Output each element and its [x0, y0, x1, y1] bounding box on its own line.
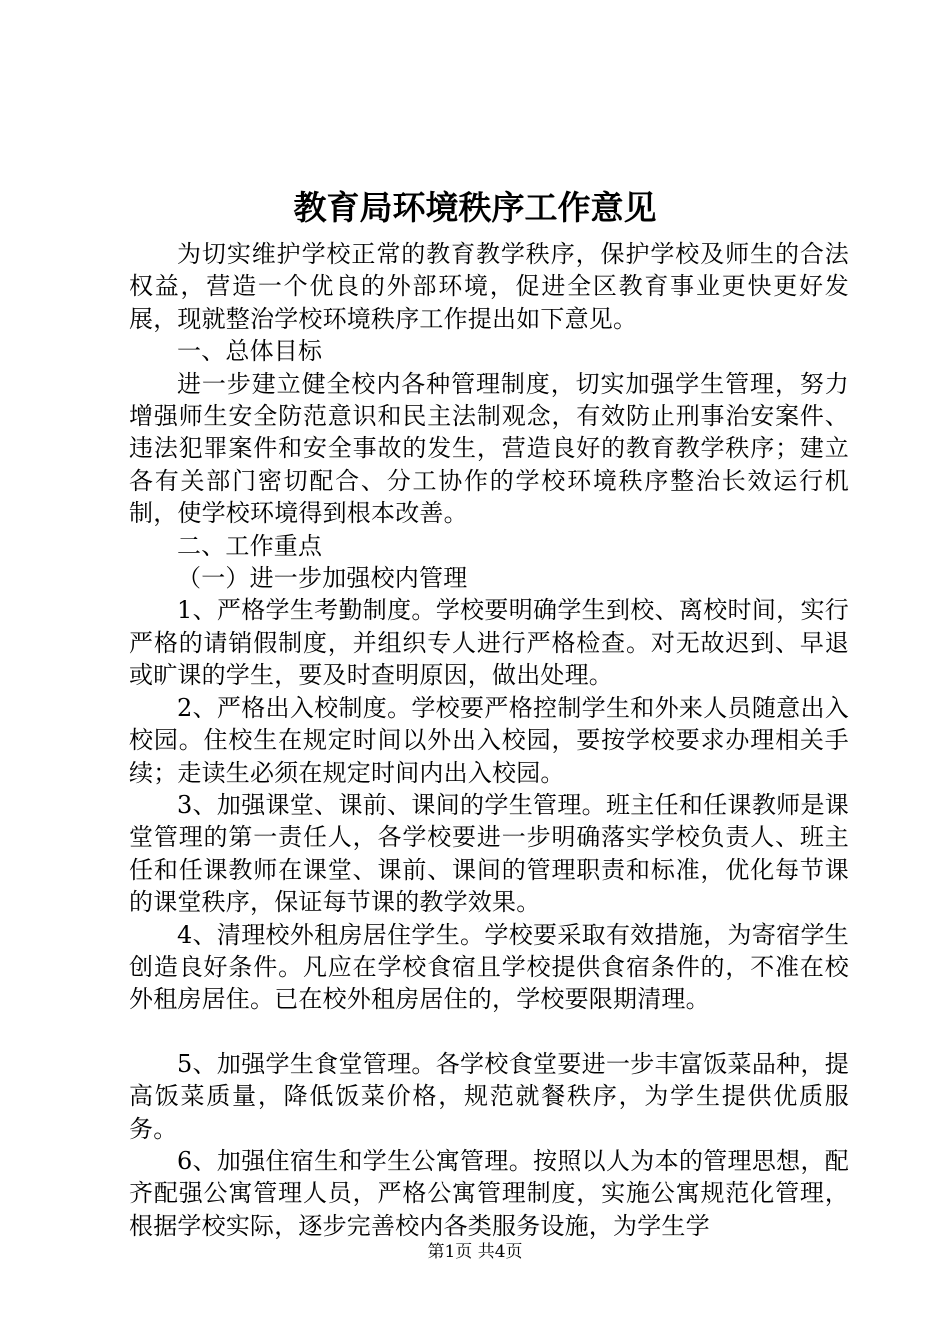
document-body	[129, 238, 849, 1242]
paragraph-intro: 为切实维护学校正常的教育教学秩序，保护学校及师生的合法权益，营造一个优良的外部环境，促进全区教育事业更快更好发展，现就整治学校环境秩序工作提出如下意见。	[129, 240, 849, 333]
paragraph-item-1: 1、严格学生考勤制度。学校要明确学生到校、离校时间，实行严格的请销假制度，并组织专人进行严格检查。对无故迟到、早退或旷课的学生，要及时查明原因，做出处理。	[129, 596, 849, 690]
paragraph-item-3: 3、加强课堂、课前、课间的学生管理。班主任和任课教师是课堂管理的第一责任人，各学校要进一步明确落实学校负责人、班主任和任课教师在课堂、课前、课间的管理职责和标准，优化每节课的课堂秩序，保证每节课的教学效果。	[129, 790, 849, 917]
paragraph-goal: 进一步建立健全校内各种管理制度，切实加强学生管理，努力增强师生安全防范意识和民主法制观念，有效防止刑事治安案件、违法犯罪案件和安全事故的发生，营造良好的教育教学秩序；建立各有关部门密切配合、分工协作的学校环境秩序整治长效运行机制，使学校环境得到根本改善。	[129, 369, 849, 528]
heading-work-focus: 二、工作重点	[177, 531, 323, 560]
paragraph-item-2: 2、严格出入校制度。学校要严格控制学生和外来人员随意出入校园。住校生在规定时间以外出入校园，要按学校要求办理相关手续；走读生必须在规定时间内出入校园。	[129, 693, 849, 787]
subheading-campus-management: （一）进一步加强校内管理	[177, 564, 468, 593]
paragraph-item-4: 4、清理校外租房居住学生。学校要采取有效措施，为寄宿学生创造良好条件。凡应在学校食宿且学校提供食宿条件的，不准在校外租房居住。已在校外租房居住的，学校要限期清理。	[129, 920, 849, 1014]
heading-overall-goal: 一、总体目标	[177, 337, 323, 366]
page-number: 第1页 共4页	[427, 1242, 523, 1262]
document-title: 教育局环境秩序工作意见	[293, 188, 657, 227]
paragraph-item-6: 6、加强住宿生和学生公寓管理。按照以人为本的管理思想，配齐配强公寓管理人员，严格公寓管理制度，实施公寓规范化管理，根据学校实际，逐步完善校内各类服务设施，为学生学	[129, 1146, 849, 1240]
paragraph-item-5: 5、加强学生食堂管理。各学校食堂要进一步丰富饭菜品种，提高饭菜质量，降低饭菜价格，规范就餐秩序，为学生提供优质服务。	[129, 1049, 849, 1143]
